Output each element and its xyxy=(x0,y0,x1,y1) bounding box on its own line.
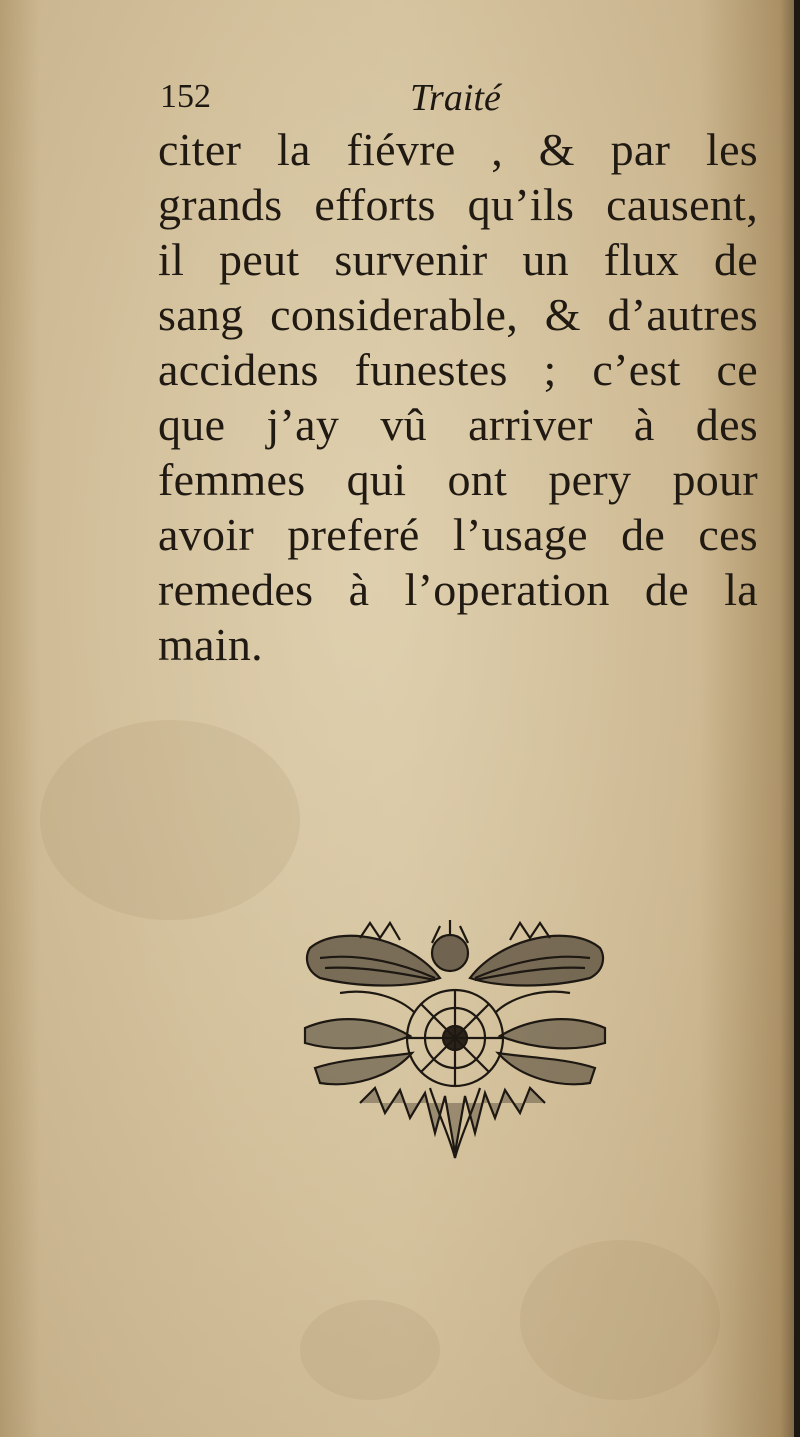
text-line: sang considerable, & d’autres xyxy=(158,289,758,340)
text-line: que j’ay vû arriver à des xyxy=(158,399,758,450)
running-title: Traité xyxy=(410,77,501,119)
text-line: remedes à l’operation de la xyxy=(158,564,758,615)
text-line: main. xyxy=(158,619,263,670)
floral-fleuron-icon xyxy=(300,918,610,1168)
text-line: accidens funestes ; c’est ce xyxy=(158,344,758,395)
paper-stain xyxy=(520,1240,720,1400)
text-line: citer la fiévre , & par les xyxy=(158,124,758,175)
text-line: il peut survenir un flux de xyxy=(158,234,758,285)
page-edge xyxy=(794,0,800,1437)
page-header xyxy=(160,78,760,128)
paper-stain xyxy=(300,1300,440,1400)
text-line: avoir preferé l’usage de ces xyxy=(158,509,758,560)
page-number: 152 xyxy=(160,78,211,115)
text-line: femmes qui ont pery pour xyxy=(158,454,758,505)
body-text xyxy=(158,122,758,672)
paper-stain xyxy=(40,720,300,920)
text-line: grands efforts qu’ils causent, xyxy=(158,179,758,230)
